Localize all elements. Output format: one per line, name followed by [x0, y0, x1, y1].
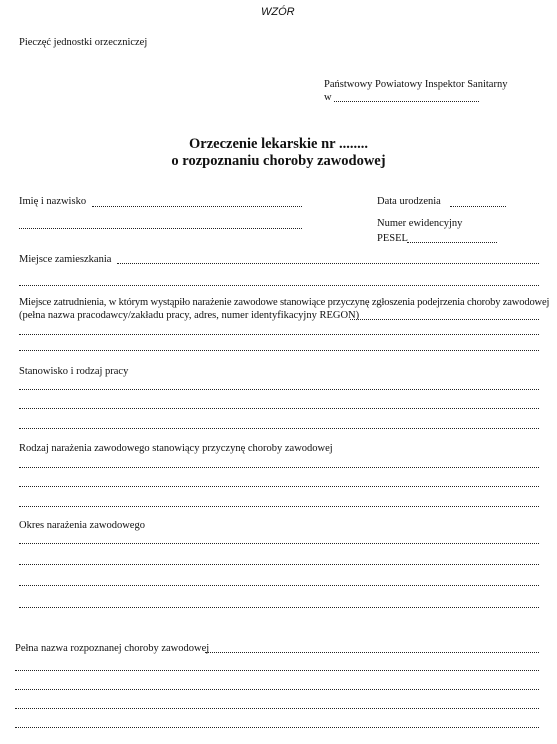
- stamp-label: Pieczęć jednostki orzeczniczej: [19, 37, 148, 48]
- exposure-type-field-line3[interactable]: [19, 506, 539, 507]
- disease-name-field-line3[interactable]: [15, 689, 539, 690]
- pesel-label: PESEL: [377, 233, 408, 244]
- exposure-period-label: Okres narażenia zawodowego: [19, 520, 145, 531]
- disease-name-field[interactable]: [205, 652, 539, 653]
- disease-name-label: Pełna nazwa rozpoznanej choroby zawodowej: [15, 643, 210, 654]
- evidence-number-label: Numer ewidencyjny: [377, 218, 463, 229]
- position-field-line3[interactable]: [19, 428, 539, 429]
- workplace-field[interactable]: [350, 319, 539, 320]
- birth-date-field[interactable]: [450, 206, 506, 207]
- residence-field-line2[interactable]: [19, 285, 539, 286]
- pesel-field[interactable]: [407, 242, 497, 243]
- disease-name-field-line2[interactable]: [15, 670, 539, 671]
- recipient-city-field[interactable]: [334, 101, 479, 102]
- workplace-field-line3[interactable]: [19, 350, 539, 351]
- exposure-period-field-line2[interactable]: [19, 564, 539, 565]
- name-label: Imię i nazwisko: [19, 196, 87, 207]
- name-field[interactable]: [92, 206, 302, 207]
- recipient-city-label: w: [324, 92, 332, 103]
- position-label: Stanowisko i rodzaj pracy: [19, 366, 129, 377]
- name-field-line2[interactable]: [19, 228, 302, 229]
- workplace-sublabel: (pełna nazwa pracodawcy/zakładu pracy, adres, numer identyfikacyjny REGON): [19, 310, 360, 321]
- disease-name-field-line4[interactable]: [15, 708, 539, 709]
- exposure-period-field-line1[interactable]: [19, 543, 539, 544]
- exposure-period-field-line3[interactable]: [19, 585, 539, 586]
- birth-date-label: Data urodzenia: [377, 196, 441, 207]
- document-title: Orzeczenie lekarskie nr ........: [189, 136, 368, 152]
- document-subtitle: o rozpoznaniu choroby zawodowej: [171, 153, 386, 169]
- disease-name-field-line5[interactable]: [15, 727, 539, 728]
- workplace-label: Miejsce zatrudnienia, w którym wystąpiło narażenie zawodowe stanowiące przyczynę zgłoszenia podejrzenia choroby zawodowej: [19, 297, 550, 308]
- exposure-type-field-line1[interactable]: [19, 467, 539, 468]
- residence-label: Miejsce zamieszkania: [19, 254, 112, 265]
- workplace-field-line2[interactable]: [19, 334, 539, 335]
- watermark-label: WZÓR: [261, 6, 295, 18]
- position-field-line2[interactable]: [19, 408, 539, 409]
- exposure-type-label: Rodzaj narażenia zawodowego stanowiący przyczynę choroby zawodowej: [19, 443, 333, 454]
- position-field-line1[interactable]: [19, 389, 539, 390]
- recipient-label: Państwowy Powiatowy Inspektor Sanitarny: [324, 79, 508, 90]
- residence-field[interactable]: [117, 263, 539, 264]
- exposure-period-field-line4[interactable]: [19, 607, 539, 608]
- exposure-type-field-line2[interactable]: [19, 486, 539, 487]
